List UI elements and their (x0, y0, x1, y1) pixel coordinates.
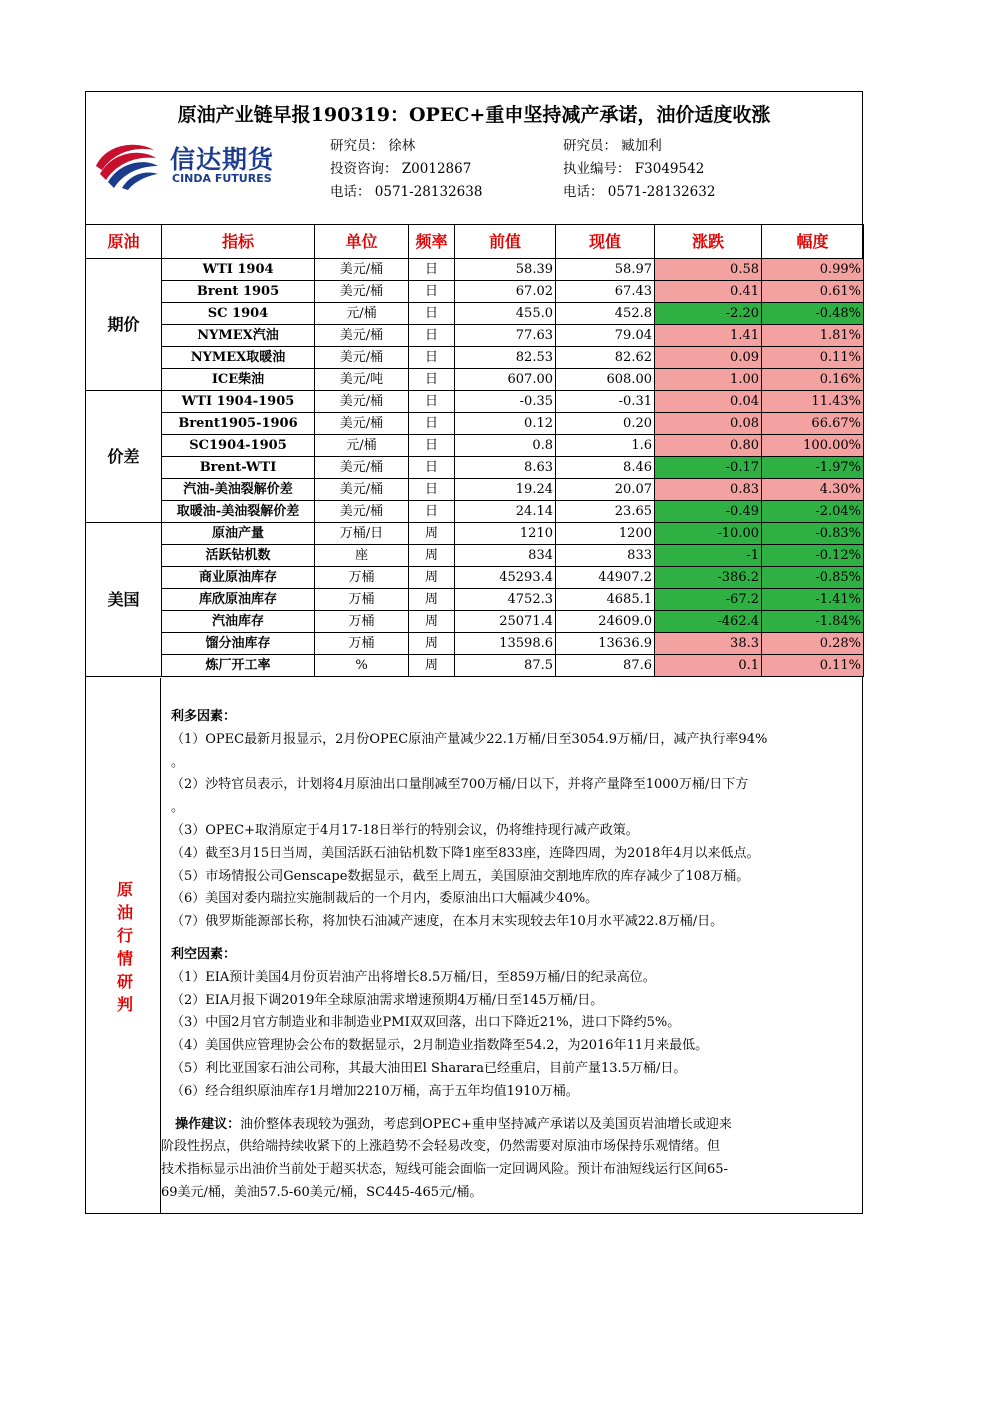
table-header-row (86, 225, 864, 259)
change-cell: -0.17 (655, 457, 762, 479)
indicator-cell: 商业原油库存 (162, 567, 315, 589)
frequency-cell: 日 (409, 259, 455, 281)
bullish-title: 利多因素： (171, 709, 237, 724)
previous-value-cell: 0.8 (455, 435, 556, 457)
change-cell: 1.00 (655, 369, 762, 391)
frequency-cell: 日 (409, 303, 455, 325)
bearish-title: 利空因素： (171, 946, 237, 962)
table-row (86, 523, 864, 545)
researcher2-phone: 电话： 0571-28132632 (563, 184, 716, 200)
frequency-cell: 周 (409, 611, 455, 633)
unit-cell: 万桶/日 (315, 523, 409, 545)
change-percent-cell: -1.97% (762, 457, 864, 479)
previous-value-cell: 8.63 (455, 457, 556, 479)
current-value-cell: 79.04 (556, 325, 655, 347)
advice-line: 技术指标显示出油价当前处于超买状态，短线可能会面临一定回调风险。预计布油短线运行区间65- (161, 1162, 728, 1178)
unit-cell: 元/桶 (315, 303, 409, 325)
change-percent-cell: -0.48% (762, 303, 864, 325)
change-cell: 0.80 (655, 435, 762, 457)
change-cell: 38.3 (655, 633, 762, 655)
indicator-cell: Brent-WTI (162, 457, 315, 479)
bearish-item: （1）EIA预计美国4月份页岩油产出将增长8.5万桶/日，至859万桶/日的纪录高位。 (171, 969, 656, 985)
bullish-item: （3）OPEC+取消原定于4月17-18日举行的特别会议，仍将维持现行减产政策。 (171, 822, 639, 838)
indicator-cell: 馏分油库存 (162, 633, 315, 655)
column-header: 前值 (455, 225, 556, 259)
advice-line: 69美元/桶，美油57.5-60美元/桶，SC445-465元/桶。 (161, 1184, 483, 1200)
researcher2-license: 执业编号： F3049542 (563, 161, 705, 177)
table-body (86, 259, 864, 677)
current-value-cell: 82.62 (556, 347, 655, 369)
bullish-item: （1）OPEC最新月报显示，2月份OPEC原油产量减少22.1万桶/日至3054.9万桶/日，减产执行率94% (171, 731, 768, 747)
unit-cell: 美元/桶 (315, 391, 409, 413)
change-percent-cell: -1.84% (762, 611, 864, 633)
cinda-futures-logo (92, 136, 282, 190)
group-label: 期价 (86, 259, 162, 391)
table-row (86, 413, 864, 435)
table-row (86, 369, 864, 391)
current-value-cell: 452.8 (556, 303, 655, 325)
change-cell: 0.08 (655, 413, 762, 435)
change-cell: -2.20 (655, 303, 762, 325)
previous-value-cell: 834 (455, 545, 556, 567)
indicator-table (85, 224, 864, 677)
table-row (86, 281, 864, 303)
table-row (86, 501, 864, 523)
unit-cell: 美元/桶 (315, 347, 409, 369)
bearish-item: （6）经合组织原油库存1月增加2210万桶，高于五年均值1910万桶。 (171, 1083, 579, 1099)
advice-label: 操作建议： (175, 1116, 241, 1132)
analysis-label: 原油行情研判 (116, 880, 133, 1014)
unit-cell: 美元/桶 (315, 259, 409, 281)
previous-value-cell: 455.0 (455, 303, 556, 325)
table-row (86, 567, 864, 589)
bullish-item: （7）俄罗斯能源部长称，将加快石油减产速度，在本月末实现较去年10月水平减22.8万桶/日。 (171, 914, 724, 930)
logo-text-cn: 信达期货 (170, 145, 275, 174)
previous-value-cell: 77.63 (455, 325, 556, 347)
bearish-item: （5）利比亚国家石油公司称，其最大油田El Sharara已经重启，目前产量13.5万桶/日。 (171, 1060, 687, 1076)
change-percent-cell: -0.85% (762, 567, 864, 589)
change-percent-cell: 4.30% (762, 479, 864, 501)
group-label: 价差 (86, 391, 162, 523)
current-value-cell: 1200 (556, 523, 655, 545)
report-title: 原油产业链早报190319：OPEC+重申坚持减产承诺，油价适度收涨 (177, 104, 771, 126)
table-row (86, 633, 864, 655)
frequency-cell: 日 (409, 501, 455, 523)
change-cell: 0.09 (655, 347, 762, 369)
indicator-cell: WTI 1904 (162, 259, 315, 281)
unit-cell: 美元/吨 (315, 369, 409, 391)
change-percent-cell: -0.12% (762, 545, 864, 567)
advice-line: 油价整体表现较为强劲，考虑到OPEC+重申坚持减产承诺以及美国页岩油增长或迎来 (240, 1116, 732, 1132)
bullish-item: （2）沙特官员表示，计划将4月原油出口量削减至700万桶/日以下，并将产量降至1000万桶/日下方 (171, 777, 749, 793)
unit-cell: 美元/桶 (315, 413, 409, 435)
change-cell: 0.41 (655, 281, 762, 303)
indicator-cell: 活跃钻机数 (162, 545, 315, 567)
change-percent-cell: 0.11% (762, 655, 864, 677)
previous-value-cell: -0.35 (455, 391, 556, 413)
indicator-cell: Brent1905-1906 (162, 413, 315, 435)
column-header: 涨跌 (655, 225, 762, 259)
table-row (86, 589, 864, 611)
current-value-cell: -0.31 (556, 391, 655, 413)
current-value-cell: 23.65 (556, 501, 655, 523)
unit-cell: 万桶 (315, 589, 409, 611)
unit-cell: % (315, 655, 409, 677)
frequency-cell: 日 (409, 347, 455, 369)
bullish-item: （4）截至3月15日当周，美国活跃石油钻机数下降1座至833座，连降四周，为2018年4月以来低点。 (171, 845, 760, 861)
bullish-item: （6）美国对委内瑞拉实施制裁后的一个月内，委原油出口大幅减少40%。 (171, 891, 599, 907)
change-percent-cell: -2.04% (762, 501, 864, 523)
indicator-cell: NYMEX取暖油 (162, 347, 315, 369)
unit-cell: 美元/桶 (315, 479, 409, 501)
group-label: 美国 (86, 523, 162, 677)
current-value-cell: 1.6 (556, 435, 655, 457)
frequency-cell: 周 (409, 655, 455, 677)
bearish-item: （3）中国2月官方制造业和非制造业PMI双双回落，出口下降近21%，进口下降约5%。 (171, 1015, 681, 1031)
unit-cell: 美元/桶 (315, 501, 409, 523)
analysis-section (86, 678, 862, 1214)
change-cell: -0.49 (655, 501, 762, 523)
indicator-cell: 原油产量 (162, 523, 315, 545)
researcher1-license: 投资咨询： Z0012867 (330, 161, 472, 177)
change-cell: -386.2 (655, 567, 762, 589)
indicator-cell: ICE柴油 (162, 369, 315, 391)
table-row (86, 479, 864, 501)
frequency-cell: 日 (409, 281, 455, 303)
unit-cell: 万桶 (315, 611, 409, 633)
previous-value-cell: 82.53 (455, 347, 556, 369)
change-cell: 0.58 (655, 259, 762, 281)
change-percent-cell: -1.41% (762, 589, 864, 611)
previous-value-cell: 67.02 (455, 281, 556, 303)
current-value-cell: 833 (556, 545, 655, 567)
current-value-cell: 4685.1 (556, 589, 655, 611)
current-value-cell: 44907.2 (556, 567, 655, 589)
table-row (86, 435, 864, 457)
unit-cell: 美元/桶 (315, 457, 409, 479)
bullish-item: （5）市场情报公司Genscape数据显示，截至上周五，美国原油交割地库欣的库存减少了108万桶。 (171, 868, 750, 884)
bullish-item: 。 (171, 754, 185, 770)
current-value-cell: 13636.9 (556, 633, 655, 655)
unit-cell: 美元/桶 (315, 325, 409, 347)
previous-value-cell: 58.39 (455, 259, 556, 281)
bearish-list (171, 967, 859, 1104)
change-cell: -67.2 (655, 589, 762, 611)
change-cell: -10.00 (655, 523, 762, 545)
indicator-cell: 库欣原油库存 (162, 589, 315, 611)
table-row (86, 611, 864, 633)
change-percent-cell: 0.16% (762, 369, 864, 391)
current-value-cell: 20.07 (556, 479, 655, 501)
researcher1-name: 研究员： 徐林 (330, 138, 416, 154)
change-percent-cell: 0.11% (762, 347, 864, 369)
bullish-list (171, 729, 859, 934)
frequency-cell: 日 (409, 391, 455, 413)
indicator-cell: NYMEX汽油 (162, 325, 315, 347)
indicator-cell: 炼厂开工率 (162, 655, 315, 677)
previous-value-cell: 4752.3 (455, 589, 556, 611)
column-header: 指标 (162, 225, 315, 259)
change-percent-cell: 0.28% (762, 633, 864, 655)
previous-value-cell: 13598.6 (455, 633, 556, 655)
current-value-cell: 8.46 (556, 457, 655, 479)
column-header: 幅度 (762, 225, 864, 259)
previous-value-cell: 45293.4 (455, 567, 556, 589)
table-row (86, 325, 864, 347)
column-header: 原油 (86, 225, 162, 259)
frequency-cell: 日 (409, 369, 455, 391)
report-sheet (85, 91, 863, 1214)
column-header: 现值 (556, 225, 655, 259)
table-row (86, 655, 864, 677)
previous-value-cell: 1210 (455, 523, 556, 545)
unit-cell: 座 (315, 545, 409, 567)
current-value-cell: 87.6 (556, 655, 655, 677)
current-value-cell: 608.00 (556, 369, 655, 391)
bearish-item: （2）EIA月报下调2019年全球原油需求增速预期4万桶/日至145万桶/日。 (171, 992, 604, 1008)
previous-value-cell: 19.24 (455, 479, 556, 501)
change-percent-cell: 100.00% (762, 435, 864, 457)
change-percent-cell: 66.67% (762, 413, 864, 435)
previous-value-cell: 607.00 (455, 369, 556, 391)
indicator-cell: SC 1904 (162, 303, 315, 325)
analysis-body (161, 706, 859, 1205)
advice-paragraph (161, 1114, 859, 1205)
table-row (86, 347, 864, 369)
frequency-cell: 日 (409, 325, 455, 347)
change-percent-cell: 0.61% (762, 281, 864, 303)
change-cell: 0.04 (655, 391, 762, 413)
previous-value-cell: 25071.4 (455, 611, 556, 633)
frequency-cell: 日 (409, 413, 455, 435)
column-header: 单位 (315, 225, 409, 259)
frequency-cell: 日 (409, 479, 455, 501)
table-row (86, 545, 864, 567)
frequency-cell: 周 (409, 545, 455, 567)
advice-line: 阶段性拐点，供给端持续收紧下的上涨趋势不会轻易改变，仍然需要对原油市场保持乐观情绪。但 (161, 1139, 721, 1155)
indicator-cell: 汽油-美油裂解价差 (162, 479, 315, 501)
frequency-cell: 周 (409, 523, 455, 545)
analysis-label-cell (86, 678, 161, 1214)
current-value-cell: 58.97 (556, 259, 655, 281)
bullish-item: 。 (171, 800, 185, 816)
researcher1-phone: 电话： 0571-28132638 (330, 184, 483, 200)
indicator-cell: WTI 1904-1905 (162, 391, 315, 413)
table-row (86, 391, 864, 413)
indicator-cell: 汽油库存 (162, 611, 315, 633)
current-value-cell: 0.20 (556, 413, 655, 435)
change-percent-cell: -0.83% (762, 523, 864, 545)
logo-text-en: CINDA FUTURES (172, 172, 272, 185)
change-cell: -462.4 (655, 611, 762, 633)
unit-cell: 万桶 (315, 567, 409, 589)
frequency-cell: 日 (409, 457, 455, 479)
indicator-cell: SC1904-1905 (162, 435, 315, 457)
previous-value-cell: 0.12 (455, 413, 556, 435)
previous-value-cell: 87.5 (455, 655, 556, 677)
change-percent-cell: 0.99% (762, 259, 864, 281)
frequency-cell: 周 (409, 567, 455, 589)
change-cell: 0.83 (655, 479, 762, 501)
table-row (86, 457, 864, 479)
change-cell: 0.1 (655, 655, 762, 677)
unit-cell: 元/桶 (315, 435, 409, 457)
current-value-cell: 67.43 (556, 281, 655, 303)
indicator-cell: 取暖油-美油裂解价差 (162, 501, 315, 523)
change-percent-cell: 1.81% (762, 325, 864, 347)
change-cell: 1.41 (655, 325, 762, 347)
column-header: 频率 (409, 225, 455, 259)
table-row (86, 303, 864, 325)
frequency-cell: 周 (409, 633, 455, 655)
unit-cell: 美元/桶 (315, 281, 409, 303)
change-cell: -1 (655, 545, 762, 567)
unit-cell: 万桶 (315, 633, 409, 655)
researcher2-name: 研究员： 臧加利 (563, 138, 662, 154)
frequency-cell: 周 (409, 589, 455, 611)
bearish-item: （4）美国供应管理协会公布的数据显示，2月制造业指数降至54.2，为2016年11月来最低。 (171, 1038, 709, 1054)
table-row (86, 259, 864, 281)
current-value-cell: 24609.0 (556, 611, 655, 633)
change-percent-cell: 11.43% (762, 391, 864, 413)
frequency-cell: 日 (409, 435, 455, 457)
indicator-cell: Brent 1905 (162, 281, 315, 303)
previous-value-cell: 24.14 (455, 501, 556, 523)
